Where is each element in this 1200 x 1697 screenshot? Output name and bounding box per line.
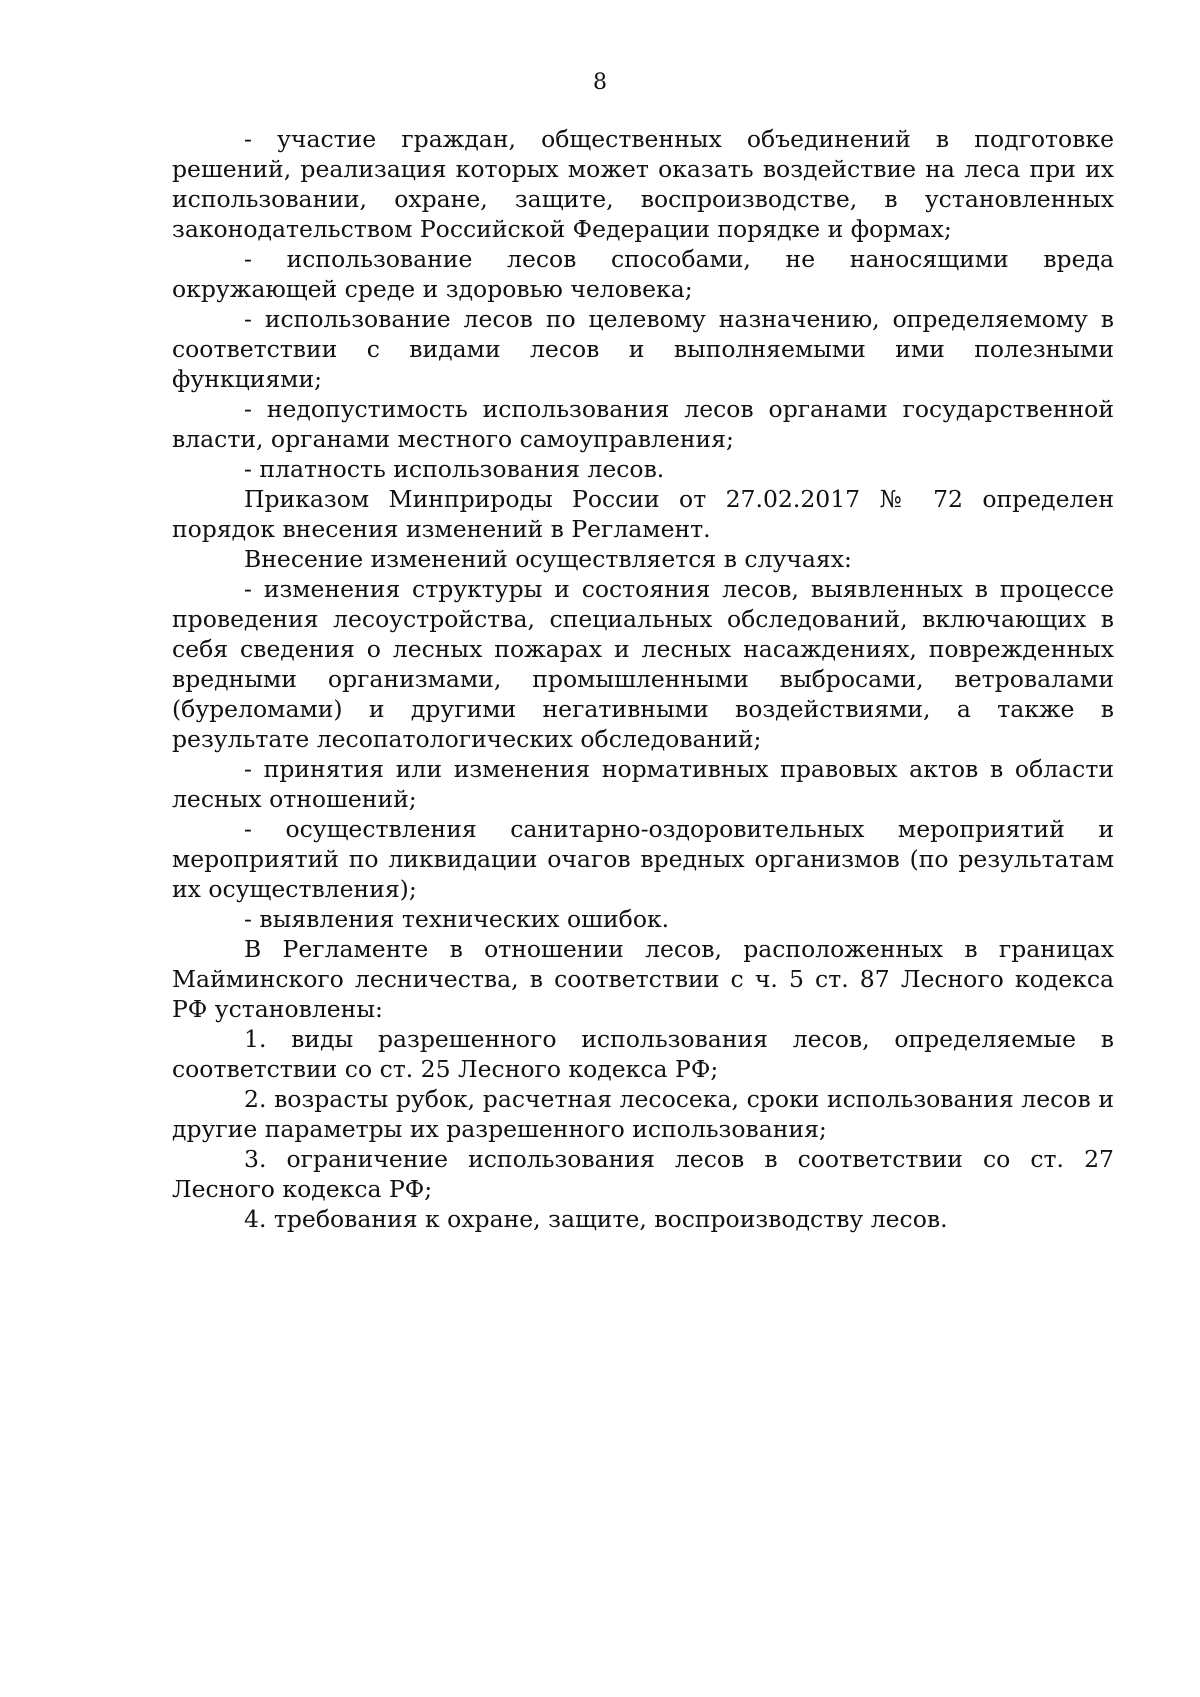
paragraph-change-sanitary-measures: - осуществления санитарно-оздоровительных мероприятий и мероприятий по ликвидации очагов вредных организмов (по результатам их осуществления); [172,815,1114,903]
paragraph-target-use: - использование лесов по целевому назначению, определяемому в соответствии с видами лесов и выполняемыми ими полезными функциями; [172,305,1114,393]
paragraph-harmless-use: - использование лесов способами, не наносящими вреда окружающей среде и здоровью человека; [172,245,1114,303]
paragraph-item-1: 1. виды разрешенного использования лесов, определяемые в соответствии со ст. 25 Лесного кодекса РФ; [172,1025,1114,1083]
paragraph-item-2: 2. возрасты рубок, расчетная лесосека, сроки использования лесов и другие параметры их разрешенного использования; [172,1085,1114,1143]
paragraph-change-technical-errors: - выявления технических ошибок. [244,905,670,933]
paragraph-change-forest-structure: - изменения структуры и состояния лесов, выявленных в процессе проведения лесоустройства, специальных обследований, включающих в себя сведения о лесных пожарах и лесных насаждениях, поврежденных вредными организмами, промышленными выбросами, ветровалами (буреломами) и другими негативными воздействиями, а также в результате лесопатологических обследований; [172,575,1114,753]
paragraph-item-4: 4. требования к охране, защите, воспроизводству лесов. [244,1205,948,1233]
paragraph-change-legal-acts: - принятия или изменения нормативных правовых актов в области лесных отношений; [172,755,1114,813]
paragraph-citizen-participation: - участие граждан, общественных объединений в подготовке решений, реализация которых может оказать воздействие на леса при их использовании, охране, защите, воспроизводстве, в установленных законодательством Российской Федерации порядке и формах; [172,125,1114,243]
paragraph-regulation-scope: В Регламенте в отношении лесов, расположенных в границах Майминского лесничества, в соответствии с ч. 5 ст. 87 Лесного кодекса РФ установлены: [172,935,1114,1023]
paragraph-inadmissibility: - недопустимость использования лесов органами государственной власти, органами местного самоуправления; [172,395,1114,453]
paragraph-item-3: 3. ограничение использования лесов в соответствии со ст. 27 Лесного кодекса РФ; [172,1145,1114,1203]
document-body [172,124,1114,1234]
page-number: 8 [593,70,607,95]
paragraph-changes-intro: Внесение изменений осуществляется в случаях: [244,545,852,573]
paragraph-order-reference: Приказом Минприроды России от 27.02.2017 № 72 определен порядок внесения изменений в Регламент. [172,485,1114,543]
paragraph-paid-use: - платность использования лесов. [244,455,665,483]
